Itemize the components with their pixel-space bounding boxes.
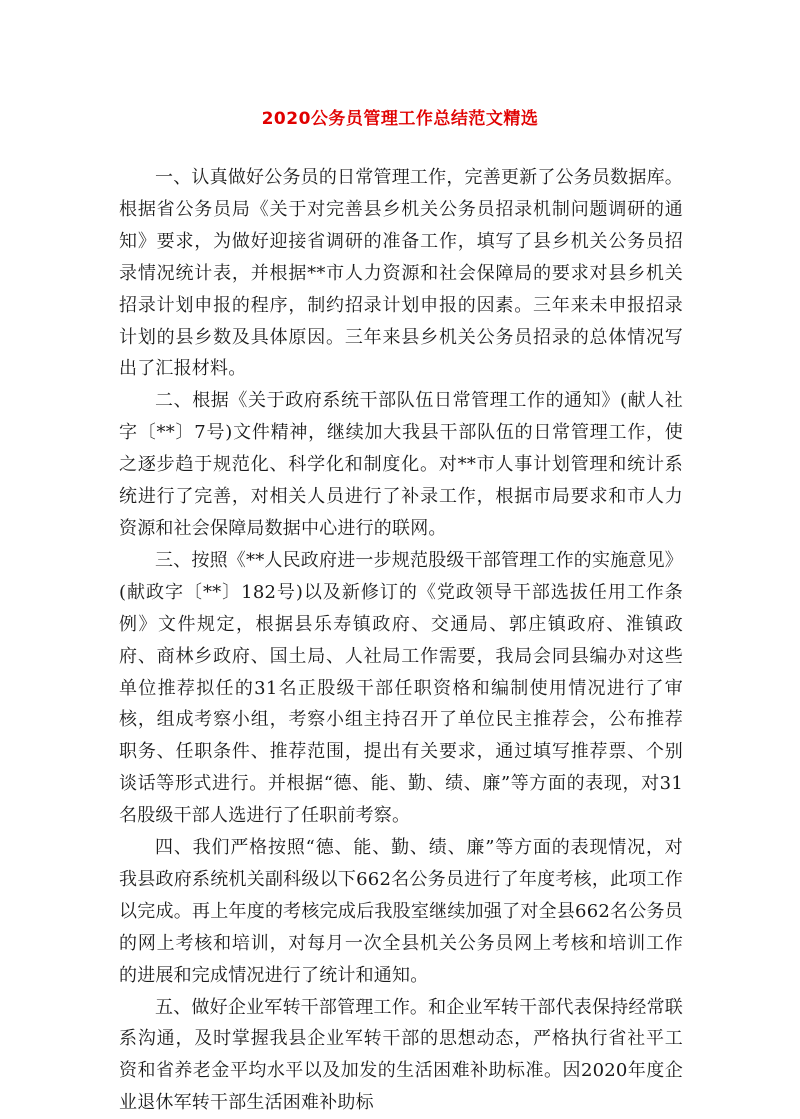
paragraph-1: 一、认真做好公务员的日常管理工作，完善更新了公务员数据库。根据省公务员局《关于对完善县乡机关公务员招录机制问题调研的通知》要求，为做好迎接省调研的准备工作，填写了县乡机关公务员招录情况统计表，并根据**市人力资源和社会保障局的要求对县乡机关招录计划申报的程序，制约招录计划申报的因素。三年来未申报招录计划的县乡数及具体原因。三年来县乡机关公务员招录的总体情况写出了汇报材料。 — [119, 167, 683, 380]
document-body — [119, 162, 683, 1119]
document-title: 2020公务员管理工作总结范文精选 — [261, 109, 539, 129]
paragraph-5: 五、做好企业军转干部管理工作。和企业军转干部代表保持经常联系沟通，及时掌握我县企业军转干部的思想动态，严格执行省社平工资和省养老金平均水平以及加发的生活困难补助标准。因2020年度企业退休军转干部生活困难补助标 — [119, 996, 683, 1114]
paragraph-4: 四、我们严格按照“德、能、勤、绩、廉”等方面的表现情况，对我县政府系统机关副科级以下662名公务员进行了年度考核，此项工作以完成。再上年度的考核完成后我股室继续加强了对全县662名公务员的网上考核和培训，对每月一次全县机关公务员网上考核和培训工作的进展和完成情况进行了统计和通知。 — [119, 837, 683, 986]
paragraph-2: 二、根据《关于政府系统干部队伍日常管理工作的通知》(献人社字〔**〕7号)文件精神，继续加大我县干部队伍的日常管理工作，使之逐步趋于规范化、科学化和制度化。对**市人事计划管理和统计系统进行了完善，对相关人员进行了补录工作，根据市局要求和市人力资源和社会保障局数据中心进行的联网。 — [119, 390, 683, 539]
paragraph-3: 三、按照《**人民政府进一步规范股级干部管理工作的实施意见》(献政字〔**〕182号)以及新修订的《党政领导干部选拔任用工作条例》文件规定，根据县乐寿镇政府、交通局、郭庄镇政府、淮镇政府、商林乡政府、国土局、人社局工作需要，我局会同县编办对这些单位推荐拟任的31名正股级干部任职资格和编制使用情况进行了审核，组成考察小组，考察小组主持召开了单位民主推荐会，公布推荐职务、任职条件、推荐范围，提出有关要求，通过填写推荐票、个别谈话等形式进行。并根据“德、能、勤、绩、廉”等方面的表现，对31名股级干部人选进行了任职前考察。 — [119, 549, 683, 827]
